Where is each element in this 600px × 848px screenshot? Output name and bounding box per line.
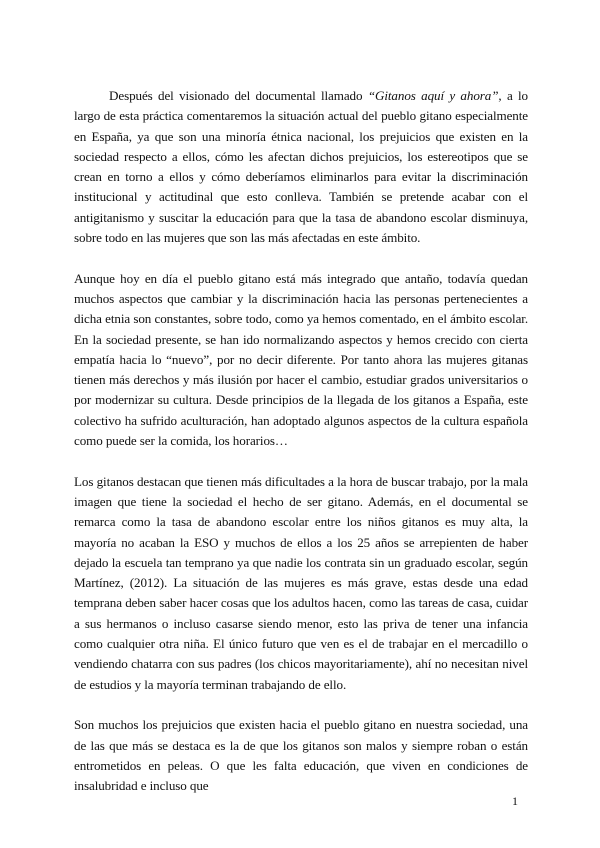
paragraph-intro <box>74 86 528 248</box>
paragraph-integration: Aunque hoy en día el pueblo gitano está más integrado que antaño, todavía quedan muchos aspectos que cambiar y la discriminación hacia las personas pertenecientes a dicha etnia son constantes, sobre todo, como ya hemos comentado, en el ámbito escolar. En la sociedad presente, se han ido normalizando aspectos y hemos crecido con cierta empatía hacia lo “nuevo”, por no decir diferente. Por tanto ahora las mujeres gitanas tienen más derechos y más ilusión por hacer el cambio, estudiar grados universitarios o por modernizar su cultura. Desde principios de la llegada de los gitanos a España, este colectivo ha sufrido aculturación, han adoptado algunos aspectos de la cultura española como puede ser la comida, los horarios… <box>74 270 528 449</box>
paragraph-employment: Los gitanos destacan que tienen más dificultades a la hora de buscar trabajo, por la mala imagen que tiene la sociedad el hecho de ser gitano. Además, en el documental se remarca como la tasa de abandono escolar entre los niños gitanos es muy alta, la mayoría no acaban la ESO y muchos de ellos a los 25 años se arrepienten de haber dejado la escuela tan temprano ya que nadie los contrata sin un graduado escolar, según Martínez, (2012). La situación de las mujeres es más grave, estas desde una edad temprana deben saber hacer cosas que los adultos hacen, como las tareas de casa, cuidar a sus hermanos o incluso casarse siendo menor, esto las priva de tener una infancia como cualquier otra niña. El único futuro que ven es el de trabajar en el mercadillo o vendiendo chatarra con sus padres (los chicos mayoritariamente), ahí no necesitan nivel de estudios y la mayoría terminan trabajando de ello. <box>74 473 528 692</box>
paragraph-intro-lead: Después del visionado del documental llamado <box>109 88 368 103</box>
document-body <box>74 86 528 817</box>
paragraph-prejudices: Son muchos los prejuicios que existen hacia el pueblo gitano en nuestra sociedad, una de las que más se destaca es la de que los gitanos son malos y siempre roban o están entrometidos en peleas. O que les falta educación, que viven en condiciones de insalubridad e incluso que <box>74 717 528 794</box>
documentary-title: “Gitanos aquí y ahora” <box>367 88 499 103</box>
paragraph-intro-rest: , a lo largo de esta práctica comentaremos la situación actual del pueblo gitano especialmente en España, ya que son una minoría étnica nacional, los prejuicios que existen en la sociedad respecto a ellos, cómo les afectan dichos prejuicios, los estereotipos que se crean en torno a ellos y cómo deberíamos eliminarlos para evitar la discriminación institucional y actitudinal que esto conlleva. También se pretende acabar con el antigitanismo y suscitar la educación para que la tasa de abandono escolar disminuya, sobre todo en las mujeres que son las más afectadas en este ámbito. <box>74 88 528 246</box>
page-number: 1 <box>512 794 518 808</box>
